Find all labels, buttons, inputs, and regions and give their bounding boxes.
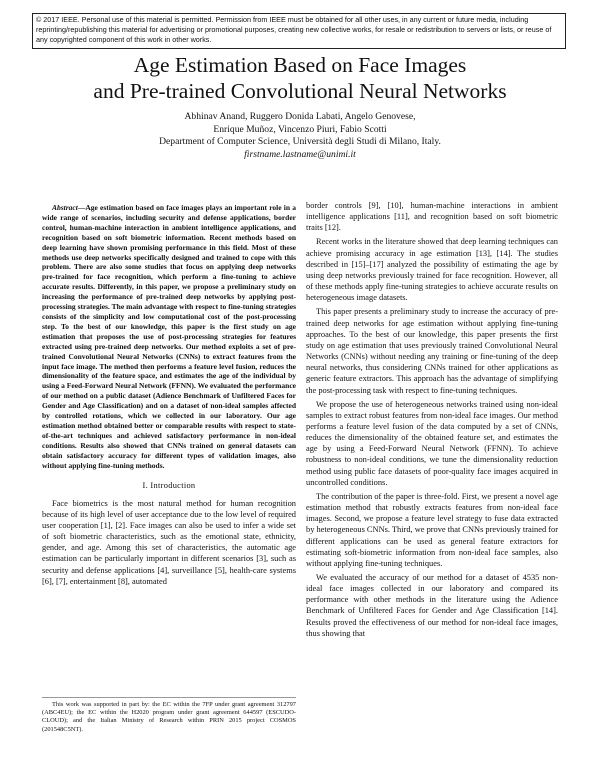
paper-title — [40, 52, 560, 104]
authors-line-2: Enrique Muñoz, Vincenzo Piuri, Fabio Scotti — [213, 123, 387, 135]
abstract-text: —Age estimation based on face images plays an important role in a wide range of scenarios, including security and defense applications, border control, human-machine interaction in ambient intelligence applications, and recognition based on soft biometric information. Recent methods based on deep learning have shown promising performance in this field. Most of these methods use deep networks specifically designed and trained to cope with this problem. There are also some studies that focus on applying deep networks pre-trained for face recognition, which perform a fine-tuning to achieve accurate results. Differently, in this paper, we propose a preliminary study on increasing the performance of pre-trained deep networks by applying post-processing strategies. The main advantage with respect to fine-tuning strategies consists of the simplicity and low computational cost of the post-processing step. To the best of our knowledge, this paper is the first study on age estimation that proposes the use of post-processing strategies for features extracted using pre-trained deep networks. Our method exploits a set of pre-trained Convolutional Neural Networks (CNNs) to extract features from the input face image. The method then performs a feature level fusion, reduces the dimensionality of the feature space, and estimates the age of the individual by using a Feed-Forward Neural Network (FFNN). We evaluated the performance of our method on a public dataset (Adience Benchmark of Unfiltered Faces for Gender and Age Classification) and on a dataset of non-ideal samples affected by controlled rotations, which we collected in our laboratory. Our age estimation method obtained better or comparable results with respect to state-of-the-art techniques and achieved satisfactory performance in non-ideal conditions. Results also showed that CNNs trained on general datasets can obtain satisfactory accuracy for different types of validation images, also without applying fine-tuning methods. — [42, 203, 296, 470]
authors-line-1: Abhinav Anand, Ruggero Donida Labati, Angelo Genovese, — [184, 111, 416, 122]
intro-paragraph-continued: border controls [9], [10], human-machine interactions in ambient intelligence applications [11], and recognition based on soft biometric traits [12]. — [306, 201, 558, 233]
intro-paragraph-1: Face biometrics is the most natural method for human recognition because of its high level of user acceptance due to the low level of required user cooperation [1], [2]. Face images can also be used to infer a wide set of soft biometric characteristics, such as the emotional state, ethnicity, gender, and age. Among this set of characteristics, the automatic age estimation can be particularly important in different scenarios [3], such as security and defense applications [4], surveillance [5], health-care systems [6], [7], entertainment [8], automated — [42, 498, 296, 586]
author-block — [60, 111, 540, 161]
intro-paragraph-5: The contribution of the paper is three-fold. First, we present a novel age estimation method that robustly extracts features from non-ideal face images. Second, we propose a feature level strategy to fuse data extracted by heterogeneous CNNs. Third, we prove that CNNs previously trained for different applications can be used as general feature extractors for estimating soft-biometric information from non-ideal face samples, also without applying fine-tuning techniques. — [306, 491, 558, 568]
left-column — [42, 203, 296, 590]
abstract — [42, 203, 296, 470]
footnote — [42, 697, 296, 734]
abstract-lead: Abstract — [52, 203, 78, 212]
intro-paragraph-2: Recent works in the literature showed that deep learning techniques can achieve promising accuracy in age estimation [13], [14]. The studies described in [15]–[17] analyzed the possibility of estimating the age by using deep networks previously trained for face recognition. However, all of these methods apply fine-tuning strategies to achieve accurate results on heterogeneous image datasets. — [306, 237, 558, 303]
affiliation: Department of Computer Science, Università degli Studi di Milano, Italy. — [159, 136, 441, 147]
title-line-1: Age Estimation Based on Face Images — [133, 53, 467, 77]
intro-paragraph-4: We propose the use of heterogeneous networks trained using non-ideal samples to extract robust features from non-ideal face images. Our method performs a feature level fusion of the data computed by a set of CNNs, reduces the dimensionality of the obtained feature set, and estimates the age by using a Feed-Forward Neural Network (FFNN). To achieve robustness to non-ideal conditions, we tune the dimensionality reduction method using public face datasets of poor-quality face images acquired in uncontrolled conditions. — [306, 399, 558, 487]
author-email: firstname.lastname@unimi.it — [244, 148, 356, 160]
intro-paragraph-6: We evaluated the accuracy of our method for a dataset of 4535 non-ideal face images collected in our laboratory and compared its performance with other methods in the literature using the Adience Benchmark of Unfiltered Faces for Gender and Age Classification [14]. Results proved the effectiveness of our method for non-ideal face images, thus showing that — [306, 573, 558, 638]
copyright-notice: © 2017 IEEE. Personal use of this material is permitted. Permission from IEEE must be obtained for all other uses, in any current or future media, including reprinting/republishing this material for advertising or promotional purposes, creating new collective works, for resale or redistribution to servers or lists, or reuse of any copyrighted component of this work in other works. — [32, 13, 566, 49]
section-heading-introduction: I. Introduction — [142, 481, 196, 491]
footnote-text: This work was supported in part by: the EC within the 7FP under grant agreement 312797 (ABC4EU); the EC within the H2020 program under grant agreement 644597 (ESCUDO-CLOUD); and the Italian Ministry of Research within PRIN 2015 project COSMOS (201548C5NT). — [42, 701, 296, 733]
title-line-2: and Pre-trained Convolutional Neural Networks — [93, 79, 507, 103]
intro-paragraph-3: This paper presents a preliminary study to increase the accuracy of pre-trained deep networks for age estimation without applying fine-tuning approaches. To the best of our knowledge, this paper presents the first study on age estimation that uses previously trained Convolutional Neural Networks (CNNs) without needing any training or fine-tuning of the deep neural networks, thus considering CNNs trained for other applications as generic feature extractors. This approach has the advantage of simplifying the post-processing task with respect to fine-tuning techniques. — [306, 307, 558, 395]
right-column — [306, 200, 558, 642]
